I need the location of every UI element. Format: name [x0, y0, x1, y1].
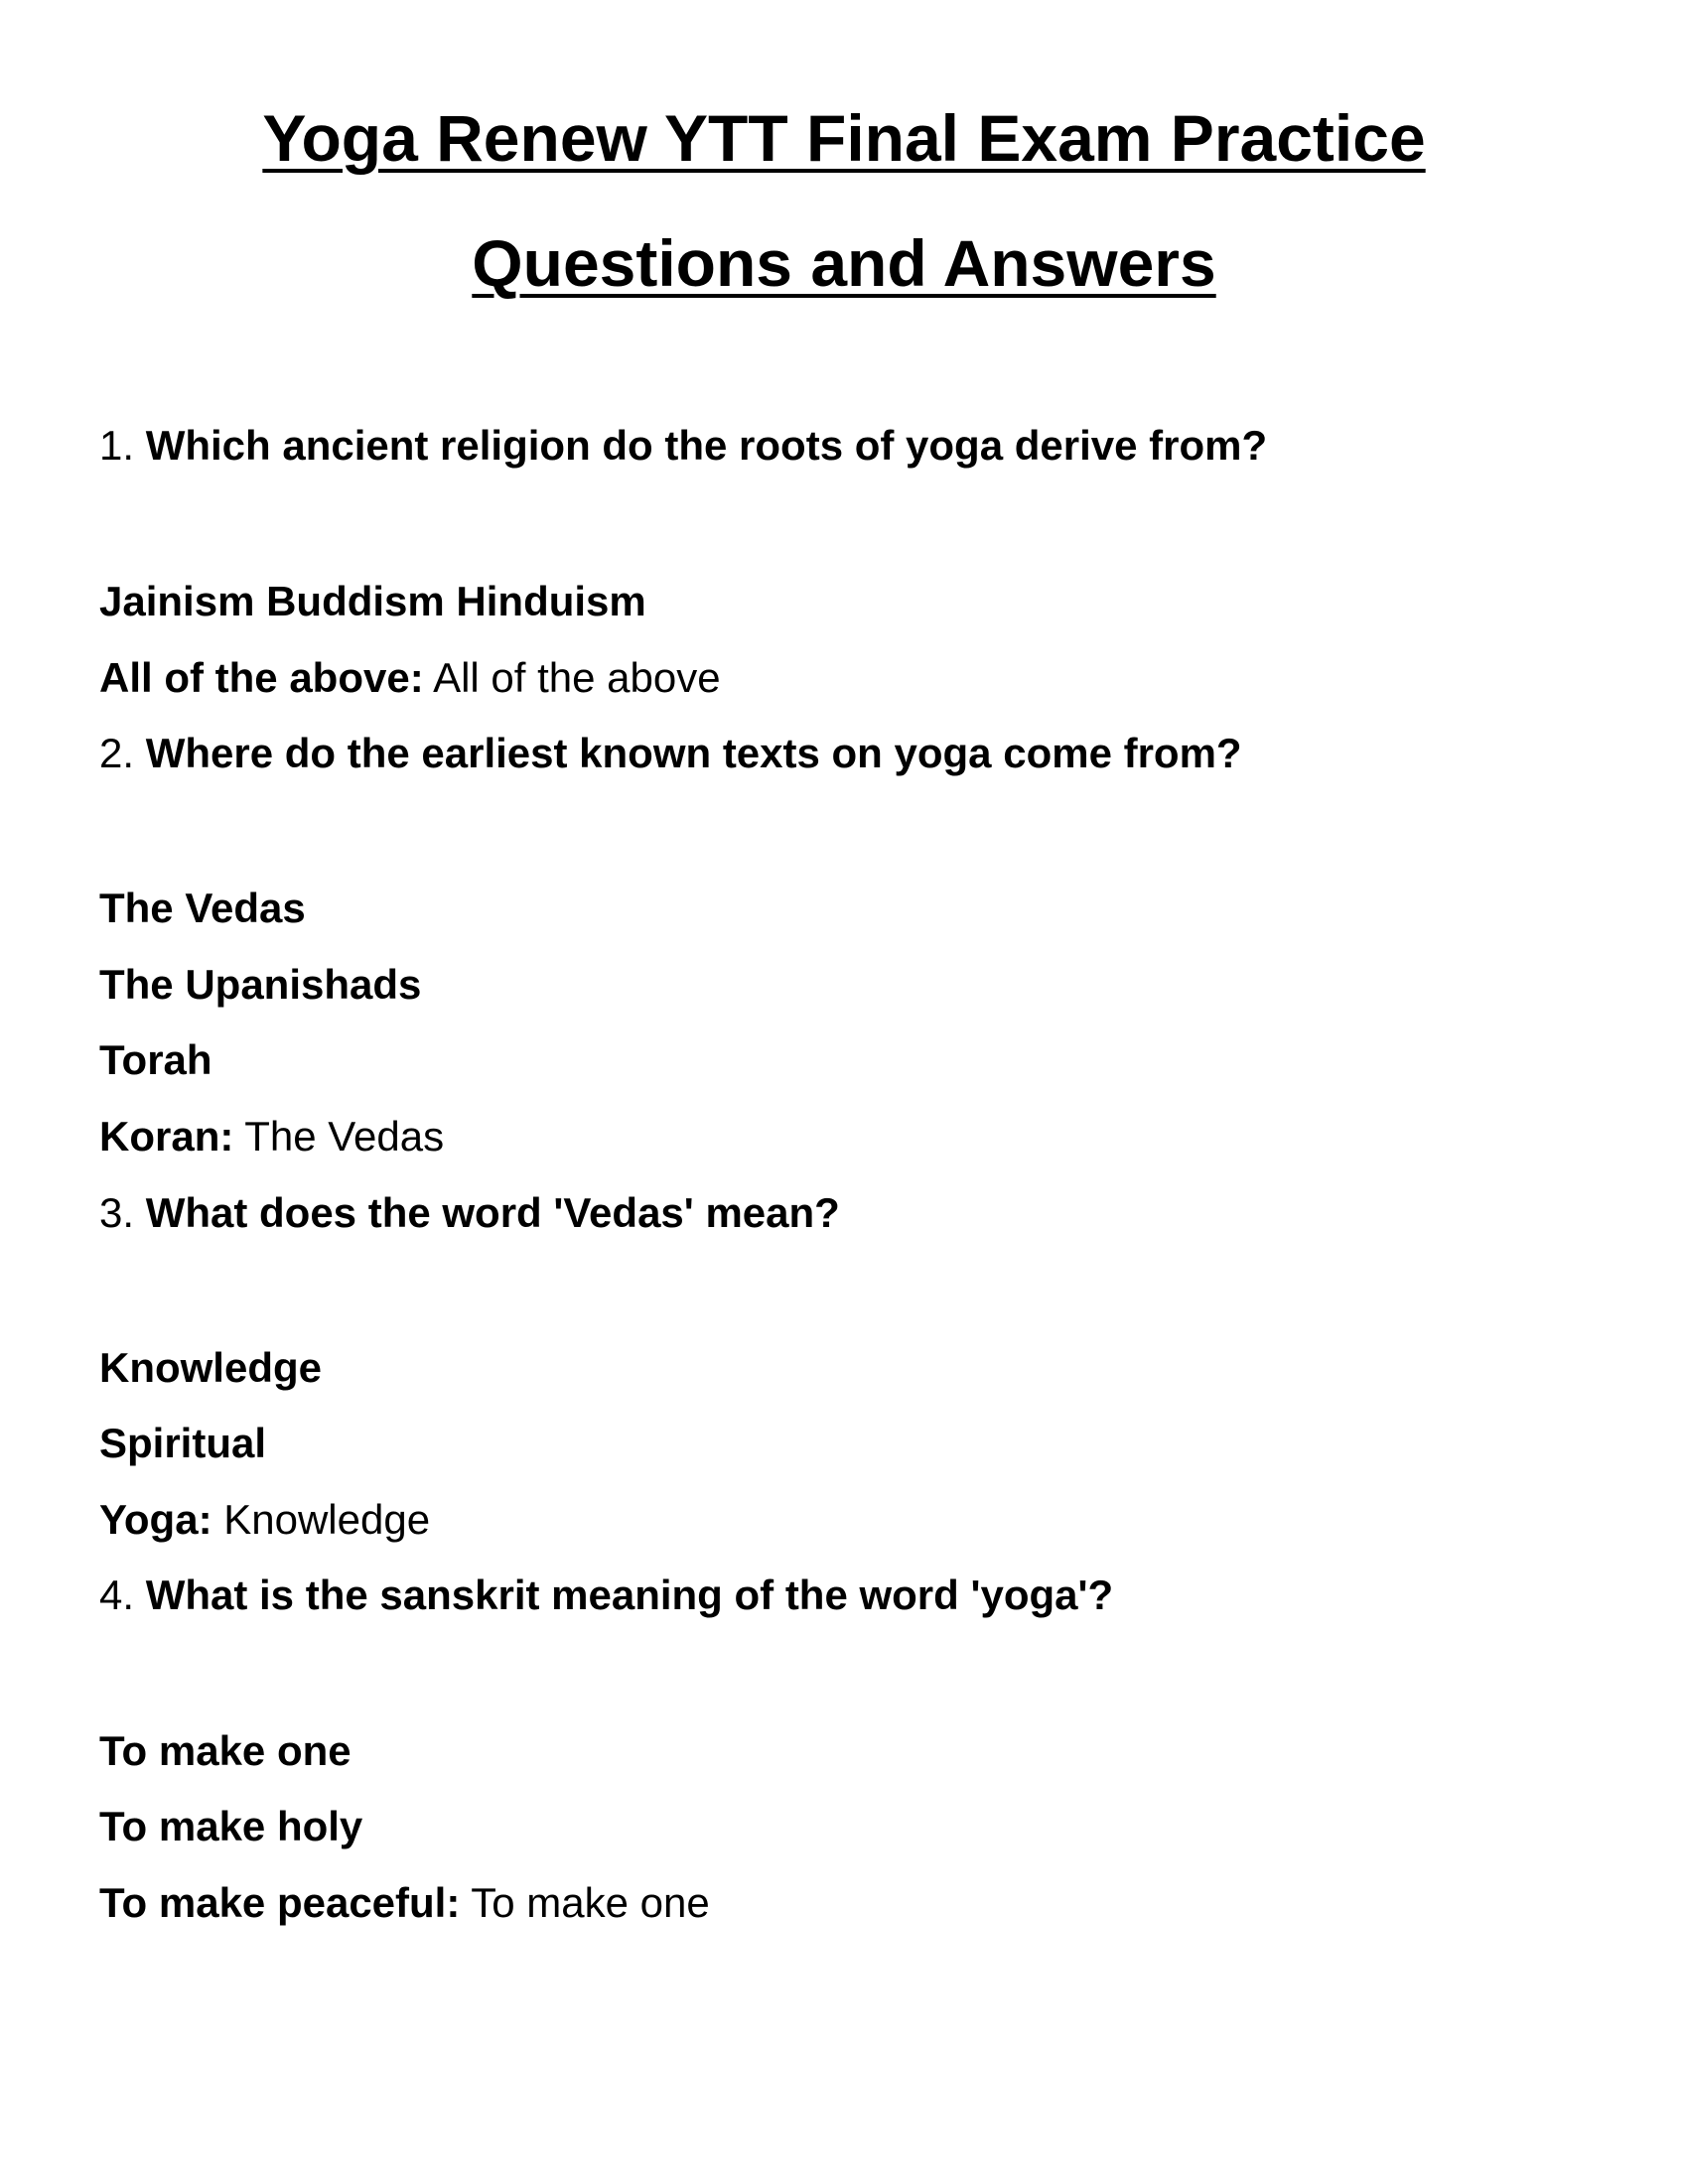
- last-option: All of the above:: [99, 654, 424, 701]
- question-text: What is the sanskrit meaning of the word 'yoga'?: [145, 1571, 1114, 1618]
- answer: To make one: [471, 1879, 710, 1926]
- question-text: What does the word 'Vedas' mean?: [145, 1189, 840, 1236]
- question-text: Which ancient religion do the roots of yoga derive from?: [145, 422, 1268, 469]
- question-1-answer-line: [99, 652, 721, 704]
- question-number: 1.: [99, 422, 135, 469]
- question-2-option-1: The Vedas: [99, 885, 306, 931]
- question-3-option-1: Knowledge: [99, 1344, 323, 1391]
- question-4-option-1: To make one: [99, 1727, 352, 1774]
- question-2-answer-line: [99, 1111, 444, 1162]
- question-2-option-2: The Upanishads: [99, 961, 422, 1008]
- question-text: Where do the earliest known texts on yoga come from?: [145, 730, 1242, 776]
- question-4-answer-line: [99, 1877, 710, 1929]
- question-1: [99, 420, 1267, 472]
- question-4: [99, 1570, 1113, 1621]
- question-3: [99, 1187, 840, 1239]
- question-3-option-2: Spiritual: [99, 1420, 267, 1466]
- question-number: 3.: [99, 1189, 135, 1236]
- last-option: Koran:: [99, 1113, 234, 1160]
- page-title-line-1: Yoga Renew YTT Final Exam Practice: [262, 101, 1426, 175]
- answer: All of the above: [433, 654, 721, 701]
- last-option: To make peaceful:: [99, 1879, 461, 1926]
- page-title-line-2: Questions and Answers: [472, 226, 1216, 300]
- answer: Knowledge: [223, 1496, 431, 1543]
- question-number: 4.: [99, 1571, 135, 1618]
- question-2-option-3: Torah: [99, 1036, 212, 1083]
- question-1-option-1: Jainism Buddism Hinduism: [99, 578, 646, 624]
- answer: The Vedas: [244, 1113, 445, 1160]
- question-4-option-2: To make holy: [99, 1803, 363, 1849]
- last-option: Yoga:: [99, 1496, 212, 1543]
- question-3-answer-line: [99, 1494, 430, 1546]
- question-2: [99, 728, 1242, 779]
- question-number: 2.: [99, 730, 135, 776]
